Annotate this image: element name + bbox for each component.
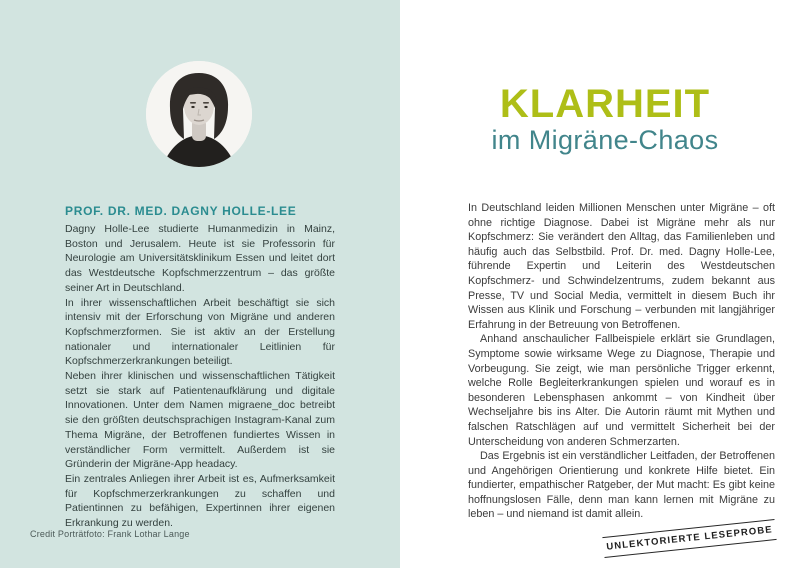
- right-page: [400, 0, 800, 568]
- portrait-illustration: [146, 61, 252, 167]
- bio-paragraph: Ein zentrales Anliegen ihrer Arbeit ist es, Aufmerksamkeit für Kopfschmerzerkrankungen zu schaffen und Patientinnen zu befähigen, Expertinnen ihrer eigenen Erkrankung zu werden.: [65, 472, 335, 530]
- photo-credit: Credit Porträtfoto: Frank Lothar Lange: [30, 529, 190, 539]
- proof-copy-badge: UNLEKTORIERTE LESEPROBE: [602, 519, 776, 558]
- description-paragraph: In Deutschland leiden Millionen Menschen unter Migräne – oft ohne richtige Diagnose. Dabei ist Migräne mehr als nur Kopfschmerz: Sie verändert den Alltag, das Familienleben und häufig auch das Selbstbild. Prof. Dr. med. Dagny Holle-Lee, führende Expertin und Leiterin des Westdeutschen Kopfschmerz- und Schwindelzentrums, zudem bekannt aus Presse, TV und Social Media, vermittelt in diesem Buch ihr Wissen aus Klinik und Forschung – verbunden mit langjähriger Erfahrung in der Betreuung von Betroffenen.: [468, 202, 775, 331]
- author-bio: [65, 222, 335, 531]
- title-block: [430, 84, 780, 156]
- author-portrait-photo: [146, 61, 252, 167]
- bio-paragraph: Neben ihrer klinischen und wissenschaftlichen Tätigkeit setzt sie stark auf Patientenaufklärung und digitale Innovationen. Unter dem Namen migraene_doc betreibt sie den größten deutschsprachigen Instagram-Kanal zum Thema Migräne, der Betroffenen fundiertes Wissen in verständlicher Form vermittelt. Außerdem ist sie Gründerin der Migräne-App headacy.: [65, 370, 335, 471]
- book-description: [468, 201, 775, 522]
- description-paragraph: Das Ergebnis ist ein verständlicher Leitfaden, der Betroffenen und Angehörigen Orientierung und konkrete Hilfe bietet. Ein fundierter, empathischer Ratgeber, der Mut macht: Es gibt keine hoffnungslosen Fälle, denn man kann lernen mit Migräne zu leben – und niemand ist damit allein.: [468, 450, 775, 521]
- page-subtitle: im Migräne-Chaos: [491, 125, 719, 155]
- author-name-heading: PROF. DR. MED. DAGNY HOLLE-LEE: [65, 204, 297, 218]
- description-paragraph: Anhand anschaulicher Fallbeispiele erklärt sie Grundlagen, Symptome sowie wirksame Wege zu Diagnose, Therapie und Vorbeugung. Sie zeigt, wie man persönliche Trigger erkennt, welche Rolle Begleiterkrankungen spielen und worauf es in besonderen Lebensphasen ankommt – von Kindheit über Wechseljahre bis ins Alter. Die Autorin räumt mit Mythen und falschen Ratschlägen auf und vermittelt Sicherheit bei der Unterscheidung von anderen Schmerzarten.: [468, 333, 775, 448]
- bio-paragraph: Dagny Holle-Lee studierte Humanmedizin in Mainz, Boston und Jerusalem. Heute ist sie Professorin für Neurologie am Universitätsklinikum Essen und leitet dort das Westdeutsche Kopfschmerzzentrum – das größte seiner Art in Deutschland.: [65, 223, 335, 294]
- bio-paragraph: In ihrer wissenschaftlichen Arbeit beschäftigt sie sich intensiv mit der Erforschung von Migräne und anderen Kopfschmerzformen. Sie ist aktiv an der Erstellung nationaler und internationaler Leitlinien für Kopfschmerzerkrankungen beteiligt.: [65, 296, 335, 368]
- page-title: KLARHEIT: [499, 82, 711, 126]
